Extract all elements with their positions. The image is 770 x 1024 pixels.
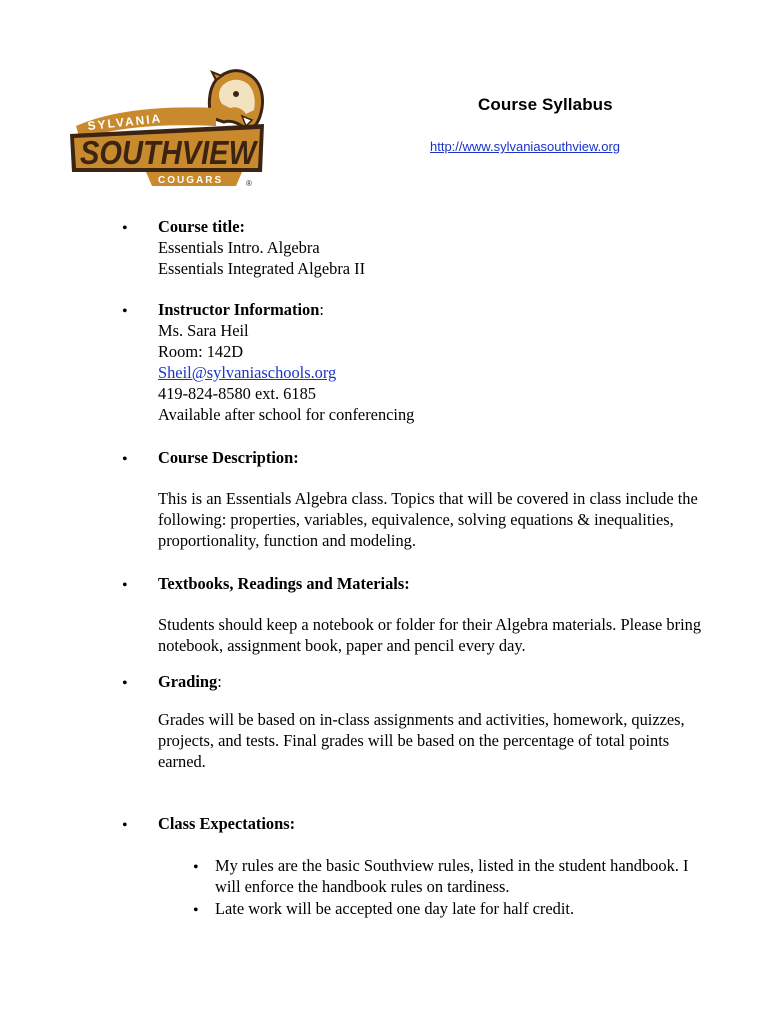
bullet: • [122, 817, 128, 834]
bullet: • [122, 675, 128, 692]
instructor-heading: Instructor Information [158, 300, 320, 319]
instructor-heading-colon: : [319, 300, 324, 319]
expectation-item: Late work will be accepted one day late for half credit. [215, 899, 575, 918]
page-title: Course Syllabus [478, 95, 613, 114]
instructor-availability: Available after school for conferencing [158, 405, 415, 424]
section-materials [158, 573, 718, 656]
expectations-heading: Class Expectations: [158, 814, 296, 833]
course-title-line: Essentials Intro. Algebra [158, 238, 320, 257]
description-heading: Course Description: [158, 448, 299, 467]
section-grading [158, 671, 718, 772]
instructor-email-link[interactable]: Sheil@sylvaniaschools.org [158, 363, 337, 382]
section-instructor [158, 299, 718, 425]
materials-heading: Textbooks, Readings and Materials: [158, 574, 410, 593]
course-title-line: Essentials Integrated Algebra II [158, 259, 366, 278]
cougar-head-icon [209, 71, 262, 130]
logo-registered-mark: ® [246, 179, 252, 188]
grading-heading-colon: : [217, 672, 222, 691]
section-expectations [158, 813, 718, 834]
logo-bottom-text: COUGARS [158, 175, 224, 186]
logo-top-text: SYLVANIA [86, 111, 163, 133]
bullet: • [193, 859, 199, 876]
course-title-heading: Course title: [158, 217, 245, 236]
instructor-room: Room: 142D [158, 342, 244, 361]
expectation-item: My rules are the basic Southview rules, listed in the student handbook. I will enforce the handbook rules on tardiness. [215, 856, 689, 896]
grading-heading: Grading [158, 672, 218, 691]
bullet: • [122, 303, 128, 320]
school-logo [66, 68, 271, 192]
instructor-name: Ms. Sara Heil [158, 321, 249, 340]
materials-text: Students should keep a notebook or folder for their Algebra materials. Please bring notebook, assignment book, paper and pencil every day. [158, 615, 702, 655]
instructor-phone: 419-824-8580 ext. 6185 [158, 384, 316, 403]
bullet: • [122, 577, 128, 594]
description-text: This is an Essentials Algebra class. Topics that will be covered in class include the following: properties, variables, equivalence, solving equations & inequalities, proportionality, function and modeling. [158, 489, 698, 550]
bullet: • [122, 451, 128, 468]
section-description [158, 447, 718, 551]
bullet: • [193, 902, 199, 919]
section-course-title [158, 216, 718, 279]
grading-text: Grades will be based on in-class assignments and activities, homework, quizzes, projects, and tests. Final grades will be based on the percentage of total points earned. [158, 710, 685, 771]
logo-main-text: SOUTHVIEW [80, 134, 259, 171]
bullet: • [122, 220, 128, 237]
school-website-link[interactable]: http://www.sylvaniasouthview.org [430, 139, 621, 154]
